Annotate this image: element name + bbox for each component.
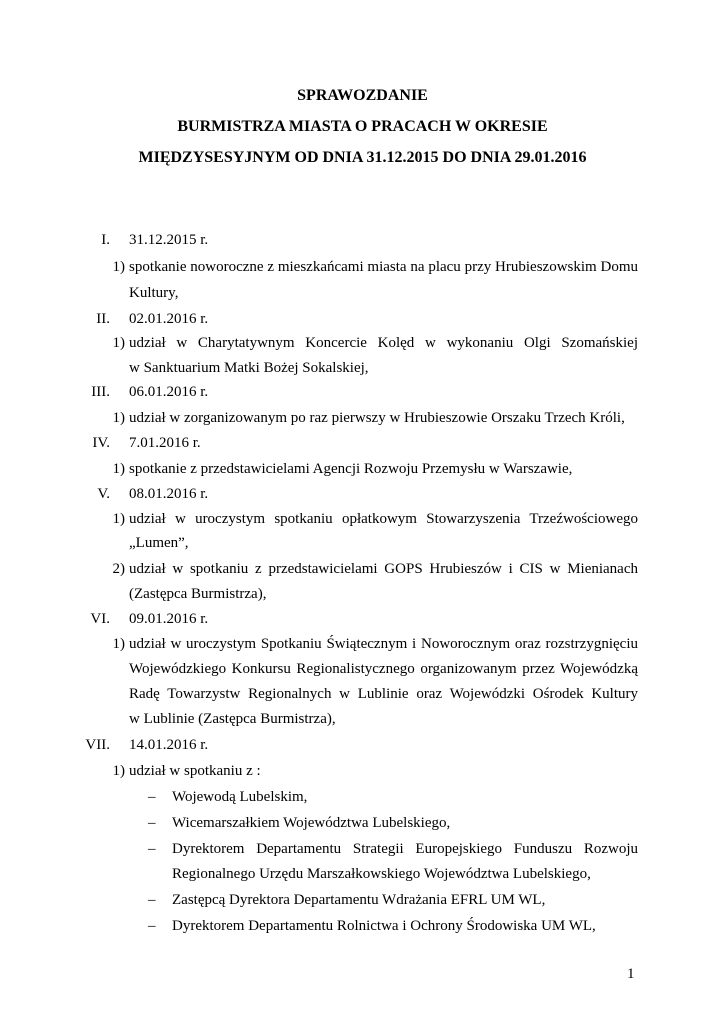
item-number: 1) bbox=[112, 335, 125, 351]
bullet-text: Zastępcą Dyrektora Departamentu Wdrażania EFRL UM WL, bbox=[172, 892, 546, 908]
item-text-line: udział w zorganizowanym po raz pierwszy w Hrubieszowie Orszaku Trzech Króli, bbox=[129, 410, 625, 426]
section-date: 7.01.2016 r. bbox=[129, 435, 201, 451]
item-number: 1) bbox=[112, 259, 125, 275]
bullet-text: Wojewodą Lubelskim, bbox=[172, 789, 308, 805]
item-number: 1) bbox=[112, 636, 125, 652]
item-number: 1) bbox=[112, 511, 125, 527]
item-text-line: Kultury, bbox=[129, 285, 179, 301]
item-text-line: Wojewódzkiego Konkursu Regionalistycznego organizowanym przez Wojewódzką bbox=[129, 661, 638, 677]
page-number: 1 bbox=[627, 966, 635, 982]
item-text-line: udział w uroczystym spotkaniu opłatkowym Stowarzyszenia Trzeźwościowego bbox=[129, 511, 638, 527]
bullet-dash: – bbox=[148, 841, 156, 857]
bullet-dash: – bbox=[148, 918, 156, 934]
report-subtitle-line-1: BURMISTRZA MIASTA O PRACACH W OKRESIE bbox=[177, 118, 548, 135]
section-date: 08.01.2016 r. bbox=[129, 486, 209, 502]
item-text-line: udział w spotkaniu z : bbox=[129, 763, 261, 779]
item-text-line: „Lumen”, bbox=[129, 535, 189, 551]
item-text-line: (Zastępca Burmistrza), bbox=[129, 586, 267, 602]
section-number: IV. bbox=[92, 435, 110, 451]
bullet-dash: – bbox=[148, 815, 156, 831]
item-text-line: spotkanie z przedstawicielami Agencji Rozwoju Przemysłu w Warszawie, bbox=[129, 461, 573, 477]
item-number: 1) bbox=[112, 410, 125, 426]
section-number: I. bbox=[101, 232, 110, 248]
item-text-line: Radę Towarzystw Regionalnych w Lublinie oraz Wojewódzki Ośrodek Kultury bbox=[129, 686, 638, 702]
bullet-dash: – bbox=[148, 789, 156, 805]
section-date: 14.01.2016 r. bbox=[129, 737, 209, 753]
report-title: SPRAWOZDANIE bbox=[297, 87, 428, 104]
section-number: II. bbox=[96, 311, 110, 327]
section-date: 06.01.2016 r. bbox=[129, 384, 209, 400]
section-number: VI. bbox=[90, 611, 110, 627]
bullet-text: Regionalnego Urzędu Marszałkowskiego Województwa Lubelskiego, bbox=[172, 866, 591, 882]
item-text-line: w Lublinie (Zastępca Burmistrza), bbox=[129, 711, 336, 727]
bullet-dash: – bbox=[148, 892, 156, 908]
item-text-line: udział w spotkaniu z przedstawicielami GOPS Hrubieszów i CIS w Mienianach bbox=[129, 561, 638, 577]
item-text-line: udział w uroczystym Spotkaniu Świątecznym i Noworocznym oraz rozstrzygnięciu bbox=[129, 636, 638, 652]
item-text-line: udział w Charytatywnym Koncercie Kolęd w wykonaniu Olgi Szomańskiej bbox=[129, 335, 638, 351]
item-number: 1) bbox=[112, 763, 125, 779]
item-text-line: w Sanktuarium Matki Bożej Sokalskiej, bbox=[129, 360, 369, 376]
section-date: 09.01.2016 r. bbox=[129, 611, 209, 627]
section-date: 02.01.2016 r. bbox=[129, 311, 209, 327]
bullet-text: Dyrektorem Departamentu Strategii Europejskiego Funduszu Rozwoju bbox=[172, 841, 638, 857]
item-number: 1) bbox=[112, 461, 125, 477]
report-subtitle-line-2: MIĘDZYSESYJNYM OD DNIA 31.12.2015 DO DNIA 29.01.2016 bbox=[138, 149, 587, 166]
section-date: 31.12.2015 r. bbox=[129, 232, 209, 248]
section-number: III. bbox=[91, 384, 110, 400]
item-text-line: spotkanie noworoczne z mieszkańcami miasta na placu przy Hrubieszowskim Domu bbox=[129, 259, 638, 275]
section-number: VII. bbox=[85, 737, 110, 753]
item-number: 2) bbox=[112, 561, 125, 577]
section-number: V. bbox=[97, 486, 110, 502]
bullet-text: Dyrektorem Departamentu Rolnictwa i Ochrony Środowiska UM WL, bbox=[172, 918, 596, 934]
bullet-text: Wicemarszałkiem Województwa Lubelskiego, bbox=[172, 815, 451, 831]
